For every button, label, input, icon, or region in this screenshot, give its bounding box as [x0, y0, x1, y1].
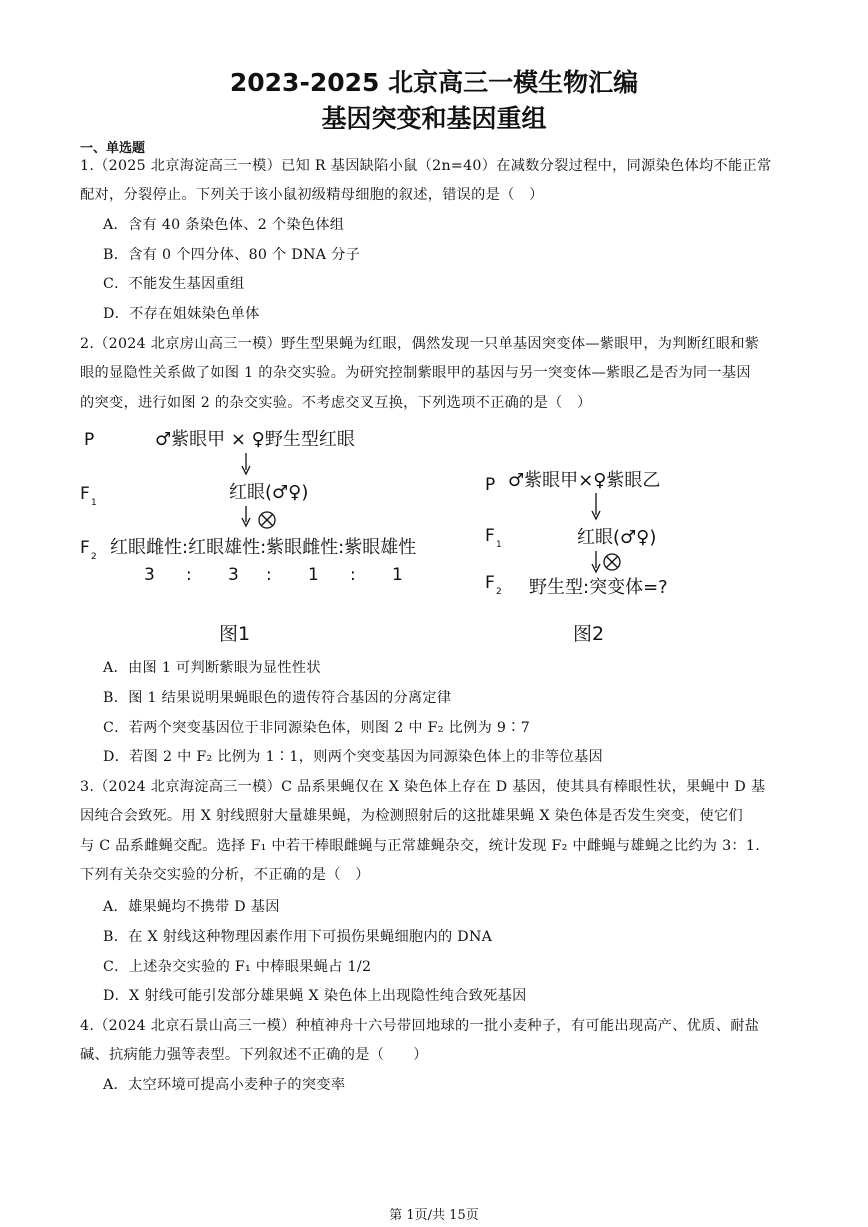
fig1-f1-subscript: 1 [91, 498, 97, 508]
fig1-f1-label: F [80, 484, 90, 504]
question-2-option-c: C．若两个突变基因位于非同源染色体，则图 2 中 F₂ 比例为 9∶7 [103, 720, 531, 736]
question-1-option-a: A．含有 40 条染色体、2 个染色体组 [103, 217, 345, 233]
question-2-stem-line-1: 2.（2024 北京房山高三一模）野生型果蝇为红眼，偶然发现一只单基因突变体—紫眼甲，为判断红眼和紫 [80, 336, 760, 352]
question-1-stem-line-1: 1.（2025 北京海淀高三一模）已知 R 基因缺陷小鼠（2n=40）在减数分裂过程中，同源染色体均不能正常 [80, 158, 772, 174]
section-heading: 一、单选题 [80, 141, 146, 156]
fig1-parent-cross: ♂紫眼甲 × ♀野生型红眼 [155, 429, 355, 450]
fig2-f1-result: 红眼(♂♀) [577, 527, 657, 548]
fig1-ratio-colon: : [186, 565, 192, 585]
fig2-selfing-icon [604, 554, 620, 570]
question-1-option-b: B．含有 0 个四分体、80 个 DNA 分子 [103, 247, 361, 263]
question-1-option-d: D．不存在姐妹染色单体 [103, 306, 260, 322]
fig1-ratio-value: 3 [228, 565, 239, 585]
fig1-ratio-value: 1 [392, 565, 403, 585]
question-1-stem-line-2: 配对，分裂停止。下列关于该小鼠初级精母细胞的叙述，错误的是（ ） [80, 187, 544, 203]
fig2-f2-result: 野生型:突变体=? [529, 577, 668, 598]
question-3-stem-line-4: 下列有关杂交实验的分析，不正确的是（ ） [80, 867, 370, 883]
fig1-ratio-value: 1 [308, 565, 319, 585]
question-3-stem-line-2: 因纯合会致死。用 X 射线照射大量雄果蝇，为检测照射后的这批雄果蝇 X 染色体是否发生突变，使它们 [80, 808, 744, 824]
fig2-f2-label: F [485, 573, 495, 593]
document-title: 2023-2025 北京高三一模生物汇编 [229, 68, 639, 97]
fig1-f2-label: F [80, 538, 90, 558]
fig1-ratio-colon: : [350, 565, 356, 585]
question-1-option-c: C．不能发生基因重组 [103, 276, 245, 292]
question-2-option-d: D．若图 2 中 F₂ 比例为 1∶1，则两个突变基因为同源染色体上的非等位基因 [103, 749, 603, 765]
fig2-f1-subscript: 1 [496, 540, 502, 550]
fig1-p-label: P [84, 430, 95, 450]
question-4-stem-line-1: 4.（2024 北京石景山高三一模）种植神舟十六号带回地球的一批小麦种子，有可能出现高产、优质、耐盐 [80, 1018, 760, 1034]
fig1-caption: 图1 [219, 623, 251, 645]
fig1-ratio-colon: : [266, 565, 272, 585]
fig2-parent-cross: ♂紫眼甲×♀紫眼乙 [508, 470, 661, 491]
fig2-p-label: P [485, 475, 496, 495]
question-3-option-b: B．在 X 射线这种物理因素作用下可损伤果蝇细胞内的 DNA [103, 929, 493, 945]
fig1-selfing-icon [259, 512, 275, 528]
question-3-option-c: C．上述杂交实验的 F₁ 中棒眼果蝇占 1/2 [103, 959, 372, 975]
figure-2 [485, 470, 668, 645]
fig1-f2-result: 红眼雌性:红眼雄性:紫眼雌性:紫眼雄性 [110, 537, 417, 558]
fig1-f1-result: 红眼(♂♀) [229, 482, 309, 503]
question-2-option-a: A．由图 1 可判断紫眼为显性性状 [103, 660, 321, 676]
question-2-stem-line-3: 的突变，进行如图 2 的杂交实验。不考虑交叉互换，下列选项不正确的是（ ） [80, 395, 592, 411]
question-4-option-a: A．太空环境可提高小麦种子的突变率 [103, 1077, 346, 1093]
fig2-caption: 图2 [573, 623, 605, 645]
fig1-f2-subscript: 2 [91, 552, 97, 562]
fig1-ratio-value: 3 [144, 565, 155, 585]
question-4-stem-line-2: 碱、抗病能力强等表型。下列叙述不正确的是（ ） [80, 1047, 428, 1063]
question-2-option-b: B．图 1 结果说明果蝇眼色的遗传符合基因的分离定律 [103, 690, 452, 706]
page-number-footer: 第 1页/共 15页 [389, 1208, 479, 1223]
question-3-stem-line-1: 3.（2024 北京海淀高三一模）C 品系果蝇仅在 X 染色体上存在 D 基因，使其具有棒眼性状，果蝇中 D 基 [80, 779, 766, 795]
document-subtitle: 基因突变和基因重组 [321, 104, 547, 133]
fig2-f1-label: F [485, 526, 495, 546]
figure-1 [80, 429, 416, 645]
question-3-option-d: D．X 射线可能引发部分雄果蝇 X 染色体上出现隐性纯合致死基因 [103, 988, 527, 1004]
question-3-option-a: A．雄果蝇均不携带 D 基因 [103, 899, 280, 915]
fig2-f2-subscript: 2 [496, 587, 502, 597]
question-3-stem-line-3: 与 C 品系雌蝇交配。选择 F₁ 中若干棒眼雌蝇与正常雄蝇杂交，统计发现 F₂ 中雌蝇与雄蝇之比约为 3：1. [80, 838, 761, 854]
question-2-stem-line-2: 眼的显隐性关系做了如图 1 的杂交实验。为研究控制紫眼甲的基因与另一突变体—紫眼乙是否为同一基因 [80, 365, 751, 381]
